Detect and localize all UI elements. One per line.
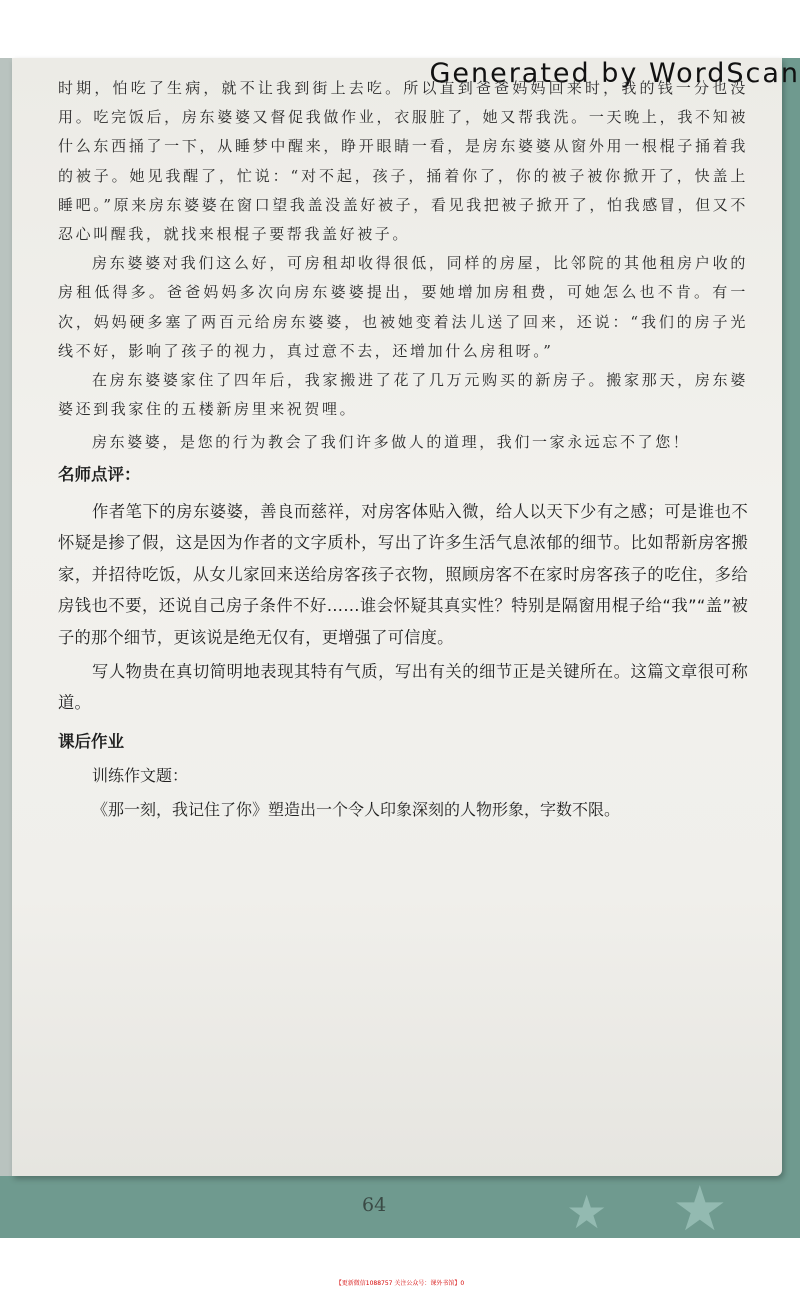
review-heading: 名师点评： <box>58 464 141 484</box>
story-paragraph-2: 房东婆婆对我们这么好，可房租却收得很低，同样的房屋，比邻院的其他租房户收的房租低得多。爸爸妈妈多次向房东婆婆提出，要她增加房租费，可她怎么也不肯。有一次，妈妈硬多塞了两百元给房东婆婆，也被她变着法儿送了回来，还说：“我们的房子光线不好，影响了孩子的视力，真过意不去，还增加什么房租呀。” <box>58 254 748 360</box>
review-paragraph-2: 写人物贵在真切简明地表现其特有气质，写出有关的细节正是关键所在。这篇文章很可称道。 <box>58 661 748 713</box>
footer-note: 【更新微信1088757 关注公众号：课外书馆】0 <box>335 1280 465 1287</box>
page-number: 64 <box>362 1194 387 1216</box>
star-decoration-icon: ★ <box>566 1185 608 1238</box>
star-decoration-icon: ★ <box>672 1172 728 1238</box>
page-content <box>58 74 748 825</box>
homework-heading: 课后作业 <box>58 731 124 751</box>
wordscan-watermark: Generated by WordScan <box>429 58 800 89</box>
homework-task: 《那一刻，我记住了你》塑造出一个令人印象深刻的人物形象，字数不限。 <box>92 799 621 819</box>
book-spine-edge <box>0 58 12 1176</box>
story-paragraph-4: 房东婆婆，是您的行为教会了我们许多做人的道理，我们一家永远忘不了您！ <box>92 433 691 452</box>
story-paragraph-1: 时期，怕吃了生病，就不让我到街上去吃。所以直到爸爸妈妈回来时，我的钱一分也没用。吃完饭后，房东婆婆又督促我做作业，衣服脏了，她又帮我洗。一天晚上，我不知被什么东西捅了一下，从睡梦中醒来，睁开眼睛一看，是房东婆婆从窗外用一根棍子捅着我的被子。她见我醒了，忙说：“对不起，孩子，捅着你了，你的被子被你掀开了，快盖上睡吧。”原来房东婆婆在窗口望我盖没盖好被子，看见我把被子掀开了，怕我感冒，但又不忍心叫醒我，就找来根棍子要帮我盖好被子。 <box>58 79 748 244</box>
homework-label: 训练作文题： <box>92 765 189 785</box>
top-margin <box>0 0 800 58</box>
story-paragraph-3: 在房东婆婆家住了四年后，我家搬进了花了几万元购买的新房子。搬家那天，房东婆婆还到我家住的五楼新房里来祝贺哩。 <box>58 371 748 419</box>
review-paragraph-1: 作者笔下的房东婆婆，善良而慈祥，对房客体贴入微，给人以天下少有之感；可是谁也不怀疑是掺了假，这是因为作者的文字质朴，写出了许多生活气息浓郁的细节。比如帮新房客搬家，并招待吃饭，从女儿家回来送给房客孩子衣物，照顾房客不在家时房客孩子的吃住，多给房钱也不要，还说自己房子条件不好……谁会怀疑其真实性？特别是隔窗用棍子给“我”“盖”被子的那个细节，更该说是绝无仅有，更增强了可信度。 <box>58 501 748 648</box>
